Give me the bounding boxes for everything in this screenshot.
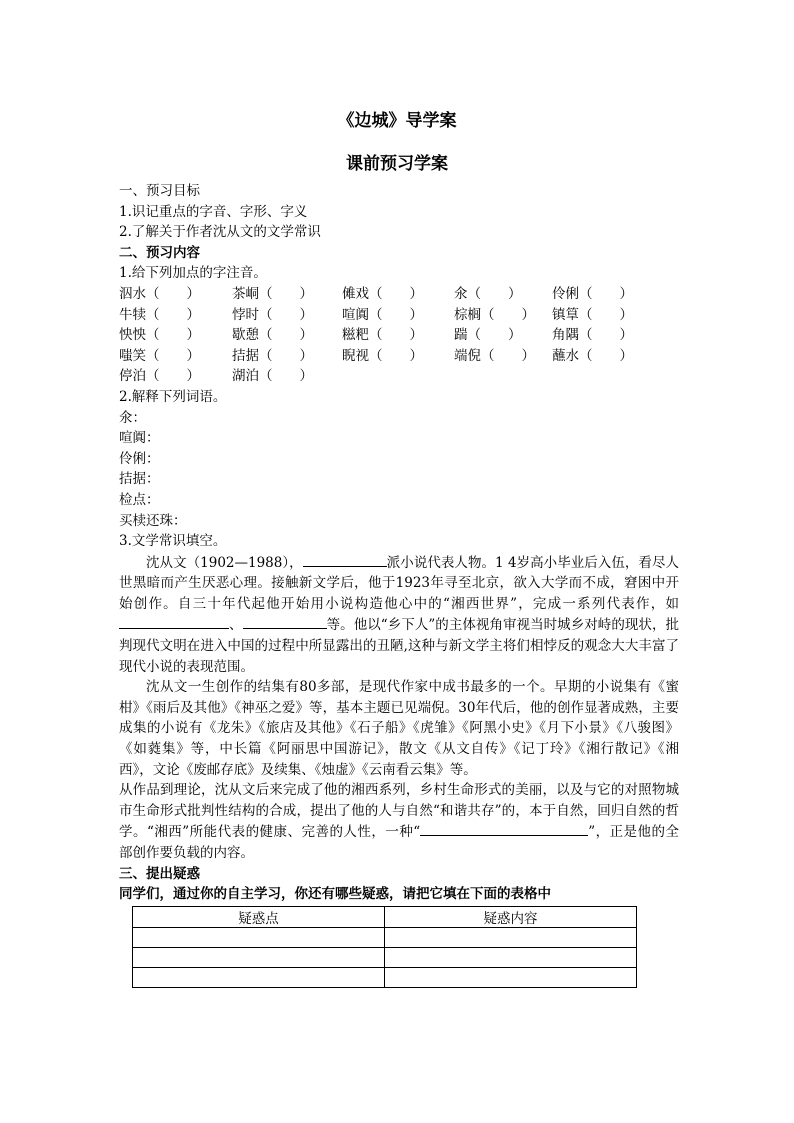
section-2-heading: 二、预习内容: [119, 244, 200, 261]
questions-table: [132, 906, 637, 988]
paragraph-text: 等。他以“乡下人”的主体视角审视当时城乡对峙的现状，批判现代文明在进入中国的过程中所显露出的丑陋,这种与新文学主将们相悖反的观念大大丰富了现代小说的表现范围。: [119, 617, 680, 675]
pinyin-item: 伶俐（ ）: [552, 285, 633, 302]
pinyin-row: [119, 284, 679, 305]
table-cell[interactable]: [385, 968, 637, 988]
pinyin-row: [119, 305, 679, 326]
pinyin-item: 喧阗（ ）: [342, 306, 423, 323]
word-item: 拮据：: [119, 471, 160, 488]
table-row: [133, 968, 637, 988]
table-cell[interactable]: [133, 948, 385, 968]
question-3: 3.文学常识填空。: [119, 533, 227, 550]
pinyin-item: 踹（ ）: [454, 327, 522, 344]
word-item: 喧阗：: [119, 430, 160, 447]
table-cell[interactable]: [133, 928, 385, 948]
paragraph-1: [119, 552, 679, 678]
pinyin-item: 傩戏（ ）: [342, 285, 423, 302]
pinyin-item: 镇筸（ ）: [552, 306, 633, 323]
paragraph-text: ”，正是他的全部创作要负载的内容。: [119, 824, 679, 861]
paragraph-text: 、: [229, 617, 243, 634]
paragraph-3: [119, 780, 679, 863]
pinyin-item: 端倪（ ）: [454, 347, 535, 364]
pinyin-item: 悖时（ ）: [232, 306, 313, 323]
table-cell[interactable]: [385, 948, 637, 968]
pinyin-item: 停泊（ ）: [119, 368, 200, 385]
table-header-row: [133, 907, 637, 928]
pinyin-item: 茶峒（ ）: [232, 285, 313, 302]
pinyin-row: [119, 325, 679, 346]
document-subtitle: 课前预习学案: [346, 154, 448, 174]
pinyin-item: 湖泊（ ）: [232, 368, 313, 385]
table-cell[interactable]: [133, 968, 385, 988]
paragraph-text: 从作品到理论，沈从文后来完成了他的湘西系列，乡村生命形式的美丽，以及与它的对照物城市生命形式批判性结构的合成，提出了他的人与自然“和谐共存”的，本于自然，回归自然的哲学。“湘西”所能代表的健康、完善的人性，一种“: [119, 782, 679, 841]
pinyin-item: 牛犊（ ）: [119, 306, 200, 323]
pinyin-item: 蘸水（ ）: [552, 347, 633, 364]
pinyin-item: 睨视（ ）: [342, 347, 423, 364]
paragraph-text: 沈从文（1902—1988），: [146, 554, 303, 571]
pinyin-item: 拮据（ ）: [232, 347, 313, 364]
pinyin-row: [119, 366, 679, 387]
document-title: 《边城》导学案: [337, 111, 457, 131]
goal-1: 1.识记重点的字音、字形、字义: [119, 203, 308, 220]
pinyin-item: 氽（ ）: [454, 285, 522, 302]
pinyin-row: [119, 346, 679, 367]
table-row: [133, 928, 637, 948]
table-row: [133, 948, 637, 968]
table-header-cell: 疑惑内容: [385, 907, 637, 928]
question-1: 1.给下列加点的字注音。: [119, 265, 267, 282]
paragraph-2: 沈从文一生创作的结集有80多部，是现代作家中成书最多的一个。早期的小说集有《蜜柑》《雨后及其他》《神巫之爱》等，基本主题已见端倪。30年代后，他的创作显著成熟，主要成集的小说有《龙朱》《旅店及其他》《石子船》《虎雏》《阿黑小史》《月下小景》《八骏图》《如蕤集》等，中长篇《阿丽思中国游记》，散文《从文自传》《记丁玲》《湘行散记》《湘西》，文论《废邮存底》及续集、《烛虚》《云南看云集》等。: [119, 679, 679, 778]
paragraph-text: 派小说代表人物。1 4岁高小毕业后入伍，看尽人世黑暗而产生厌恶心理。接触新文学后，他于1923年寻至北京，欲入大学而不成，窘困中开始创作。自三十年代起他开始用小说构造他心中的“湘西世界”，完成一系列代表作，如: [119, 554, 679, 612]
section-1-heading: 一、预习目标: [119, 183, 200, 199]
pinyin-item: 嗤笑（ ）: [119, 347, 200, 364]
word-item: 伶俐：: [119, 450, 160, 467]
word-item: 买椟还珠：: [119, 512, 187, 529]
pinyin-item: 怏怏（ ）: [119, 327, 200, 344]
fill-blank[interactable]: [119, 614, 229, 629]
section-3-prompt: 同学们，通过你的自主学习，你还有哪些疑惑，请把它填在下面的表格中: [119, 886, 551, 903]
fill-blank[interactable]: [420, 821, 588, 836]
section-3-heading: 三、提出疑惑: [119, 865, 200, 882]
fill-blank[interactable]: [243, 614, 327, 629]
question-2: 2.解释下列词语。: [119, 388, 227, 405]
pinyin-item: 角隅（ ）: [552, 327, 633, 344]
pinyin-item: 泅水（ ）: [119, 285, 200, 302]
word-item: 氽：: [119, 409, 146, 426]
pinyin-item: 糍粑（ ）: [342, 327, 423, 344]
table-cell[interactable]: [385, 928, 637, 948]
table-header-cell: 疑惑点: [133, 907, 385, 928]
fill-blank[interactable]: [303, 552, 387, 567]
pinyin-item: 棕榈（ ）: [454, 306, 535, 323]
document-body: [119, 181, 679, 905]
pinyin-item: 歇憩（ ）: [232, 327, 313, 344]
goal-2: 2.了解关于作者沈从文的文学常识: [119, 224, 321, 241]
word-item: 检点：: [119, 491, 160, 508]
